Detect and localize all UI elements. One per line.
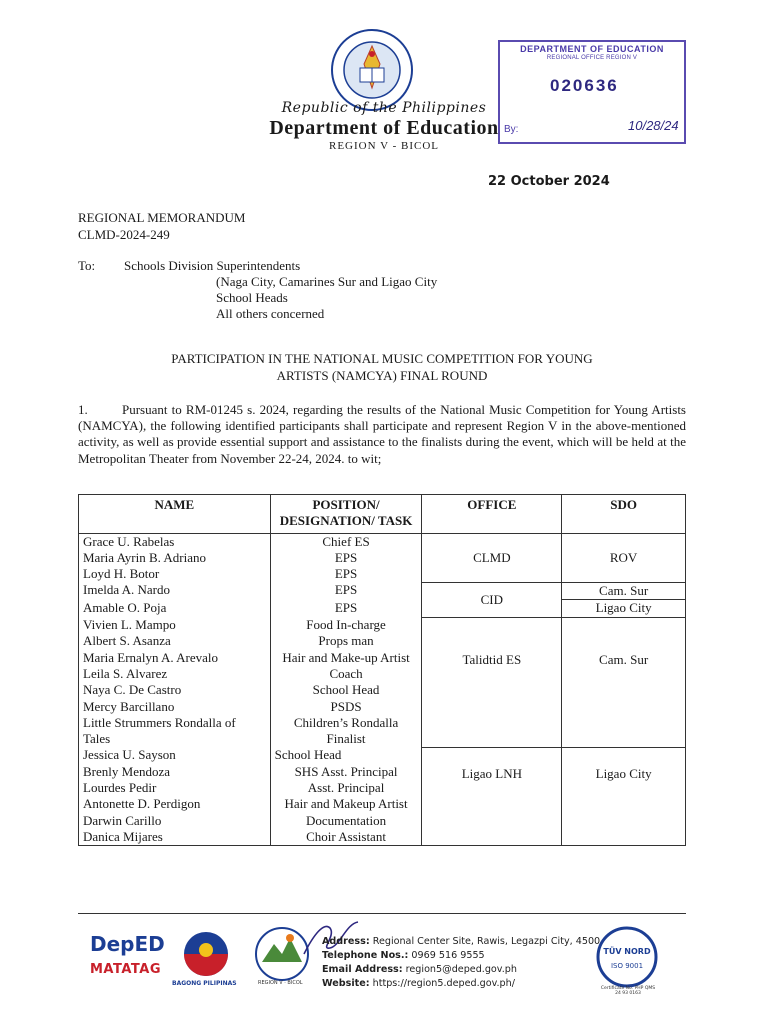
header-sdo: SDO [562,495,686,534]
table-header-row [79,495,686,534]
cell-sdo: Cam. Sur [562,617,686,747]
table-row [79,582,686,599]
cell-sdo: Cam. Sur [562,582,686,599]
table-row [79,600,686,617]
to-label: To: [78,258,96,273]
cell-position: EPS [270,582,422,599]
stamp-by: By: [504,124,519,135]
cell-office: CLMD [422,533,562,582]
email-label: Email Address: [322,964,403,975]
cell-name: Vivien L. Mampo [79,617,271,633]
body-paragraph [78,402,686,467]
recipient-line: All others concerned [216,306,325,321]
recipient-line: Schools Division Superintendents [124,258,301,273]
stamp-date: 10/28/24 [628,118,679,133]
cell-position: PSDS [270,699,422,715]
cell-name: Brenly Mendoza [79,764,271,780]
cell-office: Ligao LNH [422,747,562,845]
cell-position: SHS Asst. Principal [270,764,422,780]
region-title: REGION V - BICOL [328,140,439,152]
bagong-pilipinas-label: BAGONG PILIPINAS [172,980,237,987]
cell-office: CID [422,582,562,617]
memo-heading [78,209,245,243]
region-v-label: REGION V · BICOL [258,980,303,986]
footer-divider [78,913,686,914]
website-label: Website: [322,978,370,989]
republic-title: Republic of the Philippines [281,100,487,116]
header-name: NAME [79,495,271,534]
tuv-text: TÜV NORD [603,947,651,956]
cell-position: Hair and Make-up Artist [270,650,422,666]
cell-name: Jessica U. Sayson [79,747,271,763]
certificate-number: Certificate No. PHP QMS 24 93 0163 [600,986,656,996]
cell-name: Loyd H. Botor [79,566,271,582]
email-value: region5@deped.gov.ph [405,964,517,975]
deped-logo-text: DepED [90,932,165,956]
stamp-line2: REGIONAL OFFICE REGION V [546,55,638,61]
cell-sdo: Ligao City [562,600,686,617]
memo-type: REGIONAL MEMORANDUM [78,210,246,225]
cell-position: EPS [270,600,422,617]
cell-name: Imelda A. Nardo [79,582,271,599]
cell-name: Darwin Carillo [79,813,271,829]
cell-name: Antonette D. Perdigon [79,796,271,812]
cell-position: Chief ES [270,533,422,550]
address-value: Regional Center Site, Rawis, Legazpi City, 4500 [372,936,601,947]
cell-name: Grace U. Rabelas [79,533,271,550]
table-row [79,617,686,633]
cell-position: Asst. Principal [270,780,422,796]
cell-sdo: ROV [562,533,686,582]
memo-date: 22 October 2024 [488,174,610,189]
cell-position: Hair and Makeup Artist [270,796,422,812]
stamp-number: 020636 [550,76,619,95]
subject-line: ARTISTS (NAMCYA) FINAL ROUND [276,368,488,383]
cell-position: School Head [270,747,422,763]
header-position: POSITION/ DESIGNATION/ TASK [270,495,422,534]
cell-name: Leila S. Alvarez [79,666,271,682]
address-label: Address: [322,936,370,947]
cell-position: School Head [270,682,422,698]
cell-name: Maria Ernalyn A. Arevalo [79,650,271,666]
cell-position: Food In-charge [270,617,422,633]
cell-position: Children’s Rondalla Finalist [270,715,422,748]
cell-position: EPS [270,566,422,582]
cell-name: Little Strummers Rondalla of Tales [79,715,271,748]
website-link[interactable]: https://region5.deped.gov.ph/ [372,978,515,989]
cell-office: Talidtid ES [422,617,562,747]
telephone-value: 0969 516 9555 [411,950,485,961]
cell-sdo: Ligao City [562,747,686,845]
cell-name: Mercy Barcillano [79,699,271,715]
paragraph-text: Pursuant to RM-01245 s. 2024, regarding the results of the National Music Competition for Young Artists (NAMCYA), the following identified participants shall participate and represent Region V in the above-mentioned activity, as well as provide essential support and assistance to the finalists during the event, which will be held at the Metropolitan Theater from November 22-24, 2024. to wit; [78,402,686,466]
received-stamp [498,40,686,144]
table-row [79,747,686,763]
cell-position: EPS [270,550,422,566]
cell-position: Coach [270,666,422,682]
cell-name: Albert S. Asanza [79,633,271,649]
participants-table [78,494,686,846]
cell-position: Choir Assistant [270,829,422,846]
recipient-line: School Heads [216,290,288,305]
contact-info [322,935,600,991]
cell-name: Lourdes Pedir [79,780,271,796]
table-row [79,533,686,550]
recipient-line: (Naga City, Camarines Sur and Ligao City [216,274,438,289]
cell-position: Props man [270,633,422,649]
department-title: Department of Education [269,117,499,139]
header-office: OFFICE [422,495,562,534]
iso-text: ISO 9001 [610,962,644,970]
cell-name: Naya C. De Castro [79,682,271,698]
subject-line: PARTICIPATION IN THE NATIONAL MUSIC COMPETITION FOR YOUNG [171,351,593,366]
stamp-line1: DEPARTMENT OF EDUCATION [520,44,664,54]
cell-name: Maria Ayrin B. Adriano [79,550,271,566]
subject-title [78,350,686,384]
tuv-iso-logo [596,926,658,988]
matatag-logo-text: MATATAG [90,962,161,977]
telephone-label: Telephone Nos.: [322,950,409,961]
cell-name: Danica Mijares [79,829,271,846]
cell-position: Documentation [270,813,422,829]
recipients [124,258,437,322]
cell-name: Amable O. Poja [79,600,271,617]
deped-matatag-logo [90,930,166,992]
paragraph-number: 1. [78,402,88,417]
memo-number: CLMD-2024-249 [78,227,170,242]
